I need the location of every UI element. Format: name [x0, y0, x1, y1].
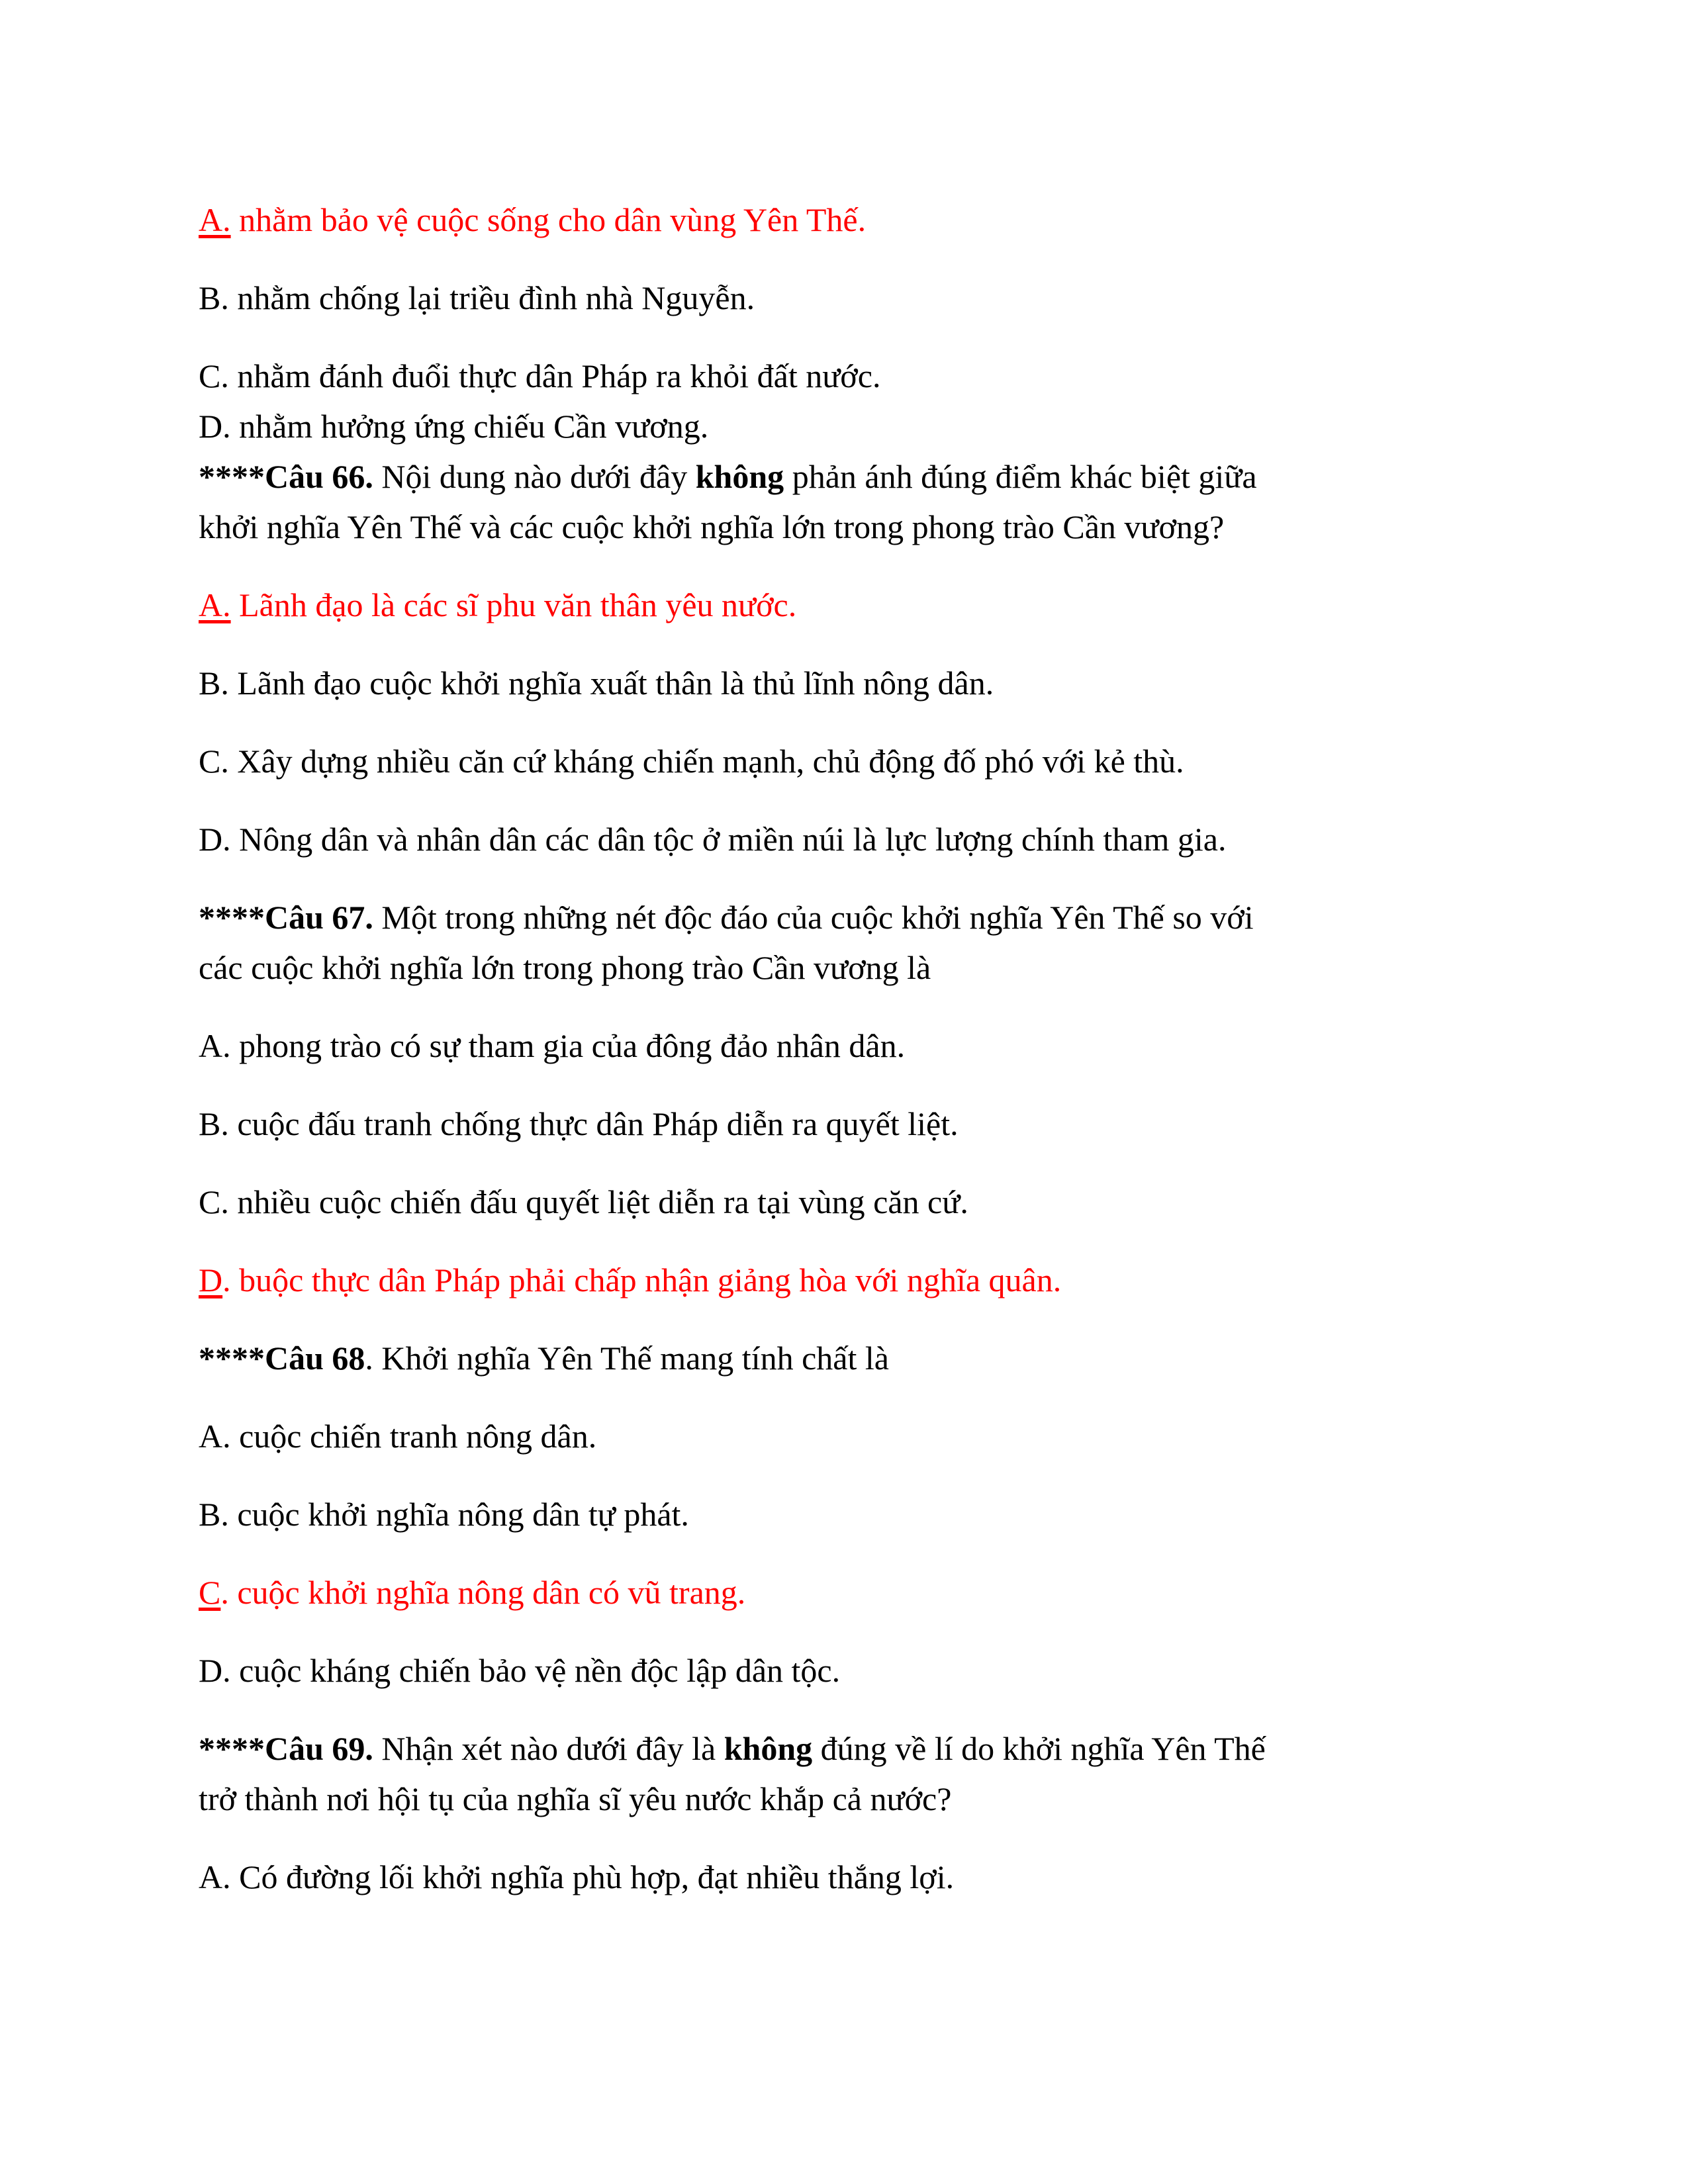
- q65-option-c: C. nhằm đánh đuổi thực dân Pháp ra khỏi đất nước.: [199, 357, 881, 394]
- q67-option-b: B. cuộc đấu tranh chống thực dân Pháp diễn ra quyết liệt.: [199, 1105, 959, 1142]
- q67-label: Câu 67.: [265, 899, 373, 936]
- q67-option-d-text: . buộc thực dân Pháp phải chấp nhận giảng hòa với nghĩa quân.: [222, 1261, 1062, 1298]
- q66-stars: ****: [199, 458, 265, 495]
- q68-label: Câu 68: [265, 1340, 365, 1377]
- q69-bold-word: không: [724, 1730, 813, 1767]
- q67-option-d-correct: [199, 1255, 1061, 1305]
- q65-option-a-letter: A.: [199, 201, 231, 238]
- q67-option-d-letter: D: [199, 1261, 223, 1298]
- q68-option-a: A. cuộc chiến tranh nông dân.: [199, 1418, 597, 1455]
- q68-option-c-letter: C: [199, 1574, 221, 1611]
- q66-option-d: D. Nông dân và nhân dân các dân tộc ở miền núi là lực lượng chính tham gia.: [199, 821, 1227, 858]
- q68-stars: ****: [199, 1340, 265, 1377]
- q66-option-a-text: Lãnh đạo là các sĩ phu văn thân yêu nước.: [230, 586, 797, 623]
- q67-option-c: C. nhiều cuộc chiến đấu quyết liệt diễn ra tại vùng căn cứ.: [199, 1183, 968, 1220]
- q65-option-d: D. nhằm hưởng ứng chiếu Cần vương.: [199, 408, 709, 445]
- q66-text-part1: Nội dung nào dưới đây: [373, 458, 696, 495]
- q69-text-part1: Nhận xét nào dưới đây là: [373, 1730, 724, 1767]
- q67-option-a: A. phong trào có sự tham gia của đông đảo nhân dân.: [199, 1027, 906, 1064]
- q66-text-part2: phản ánh đúng điểm khác biệt giữa: [784, 458, 1257, 495]
- q68-text: . Khởi nghĩa Yên Thế mang tính chất là: [365, 1340, 889, 1377]
- q66-question-line1: [199, 451, 1257, 502]
- q65-option-a-correct: [199, 195, 866, 245]
- q66-option-a-correct: [199, 580, 796, 630]
- q67-question-line1: [199, 892, 1254, 942]
- q69-label: Câu 69.: [265, 1730, 373, 1767]
- q66-question-line2: khởi nghĩa Yên Thế và các cuộc khởi nghĩa lớn trong phong trào Cần vương?: [199, 508, 1225, 545]
- q65-option-b: B. nhằm chống lại triều đình nhà Nguyễn.: [199, 279, 755, 316]
- q67-text-line1: Một trong những nét độc đáo của cuộc khởi nghĩa Yên Thế so với: [373, 899, 1254, 936]
- q66-bold-word: không: [695, 458, 784, 495]
- q66-option-b: B. Lãnh đạo cuộc khởi nghĩa xuất thân là thủ lĩnh nông dân.: [199, 664, 994, 702]
- q67-stars: ****: [199, 899, 265, 936]
- q66-option-c: C. Xây dựng nhiều căn cứ kháng chiến mạnh, chủ động đố phó với kẻ thù.: [199, 743, 1184, 780]
- q68-option-c-text: . cuộc khởi nghĩa nông dân có vũ trang.: [220, 1574, 746, 1611]
- q69-question-line1: [199, 1723, 1266, 1774]
- q65-option-a-text: nhằm bảo vệ cuộc sống cho dân vùng Yên Thế.: [230, 201, 867, 238]
- q68-option-c-correct: [199, 1567, 745, 1617]
- q68-option-b: B. cuộc khởi nghĩa nông dân tự phát.: [199, 1496, 689, 1533]
- q66-option-a-letter: A.: [199, 586, 231, 623]
- q69-option-a: A. Có đường lối khởi nghĩa phù hợp, đạt nhiều thắng lợi.: [199, 1858, 955, 1895]
- q68-option-d: D. cuộc kháng chiến bảo vệ nền độc lập dân tộc.: [199, 1652, 841, 1689]
- q69-question-line2: trở thành nơi hội tụ của nghĩa sĩ yêu nước khắp cả nước?: [199, 1780, 952, 1817]
- q66-label: Câu 66.: [265, 458, 373, 495]
- q69-stars: ****: [199, 1730, 265, 1767]
- q67-question-line2: các cuộc khởi nghĩa lớn trong phong trào Cần vương là: [199, 949, 931, 986]
- q69-text-part2: đúng về lí do khởi nghĩa Yên Thế: [812, 1730, 1266, 1767]
- q68-question: [199, 1333, 889, 1383]
